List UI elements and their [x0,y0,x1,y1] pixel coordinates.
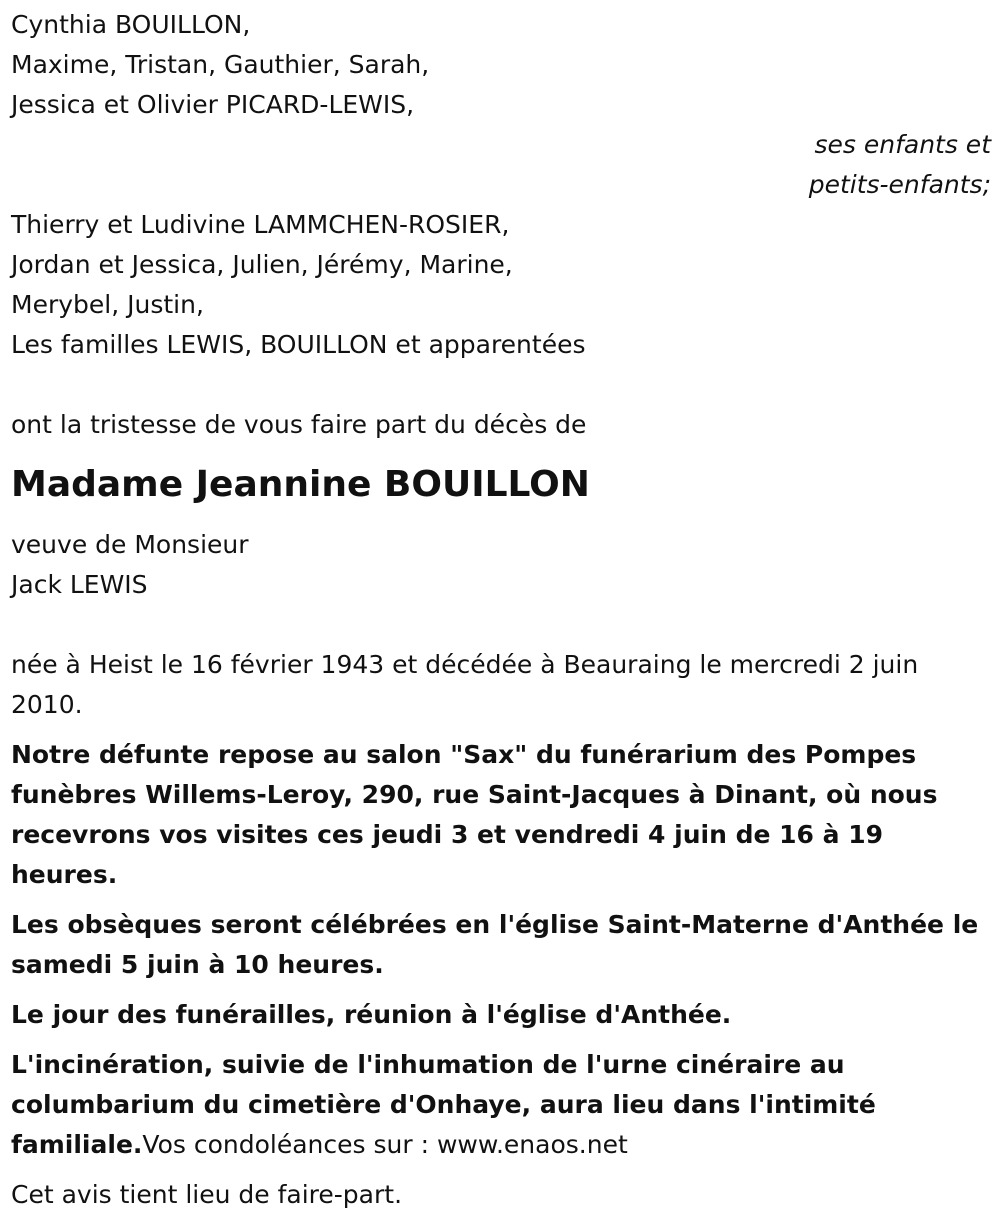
family-role: petits-enfants; [808,170,991,199]
spouse-line: veuve de Monsieur [11,530,249,559]
condolences-link-text: Vos condoléances sur : www.enaos.net [142,1130,628,1159]
spacer [11,365,991,405]
spouse-line: Jack LEWIS [11,570,148,599]
visitation-text: Notre défunte repose au salon "Sax" du funérarium des Pompes funèbres Willems-Leroy, 290, rue Saint-Jacques à Dinant, où nous recevrons vos visites ces jeudi 3 et vendredi 4 juin de 16 à 19 heures. [11,740,938,889]
cremation-paragraph [11,1045,991,1165]
family-line: Thierry et Ludivine LAMMCHEN-ROSIER, [11,210,510,239]
family-line: Jordan et Jessica, Julien, Jérémy, Marine, [11,250,513,279]
cremation-text: L'incinération, suivie de l'inhumation de l'urne cinéraire au columbarium du cimetière d'Onhaye, aura lieu dans l'intimité familiale. [11,1050,876,1159]
obituary-notice [11,5,991,1215]
gathering-text: Le jour des funérailles, réunion à l'église d'Anthée. [11,1000,732,1029]
family-line: Merybel, Justin, [11,290,204,319]
funeral-text: Les obsèques seront célébrées en l'église Saint-Materne d'Anthée le samedi 5 juin à 10 heures. [11,910,979,979]
family-line: Cynthia BOUILLON, [11,10,251,39]
deceased-name: Madame Jeannine BOUILLON [11,464,590,505]
announcement-text: ont la tristesse de vous faire part du décès de [11,410,587,439]
family-role: ses enfants et [814,130,991,159]
family-line: Les familles LEWIS, BOUILLON et apparentées [11,330,586,359]
spacer [11,605,991,645]
family-line: Maxime, Tristan, Gauthier, Sarah, [11,50,430,79]
birth-death-text: née à Heist le 16 février 1943 et décédée à Beauraing le mercredi 2 juin 2010. [11,650,919,719]
closing-text: Cet avis tient lieu de faire-part. [11,1180,403,1209]
family-line: Jessica et Olivier PICARD-LEWIS, [11,90,415,119]
